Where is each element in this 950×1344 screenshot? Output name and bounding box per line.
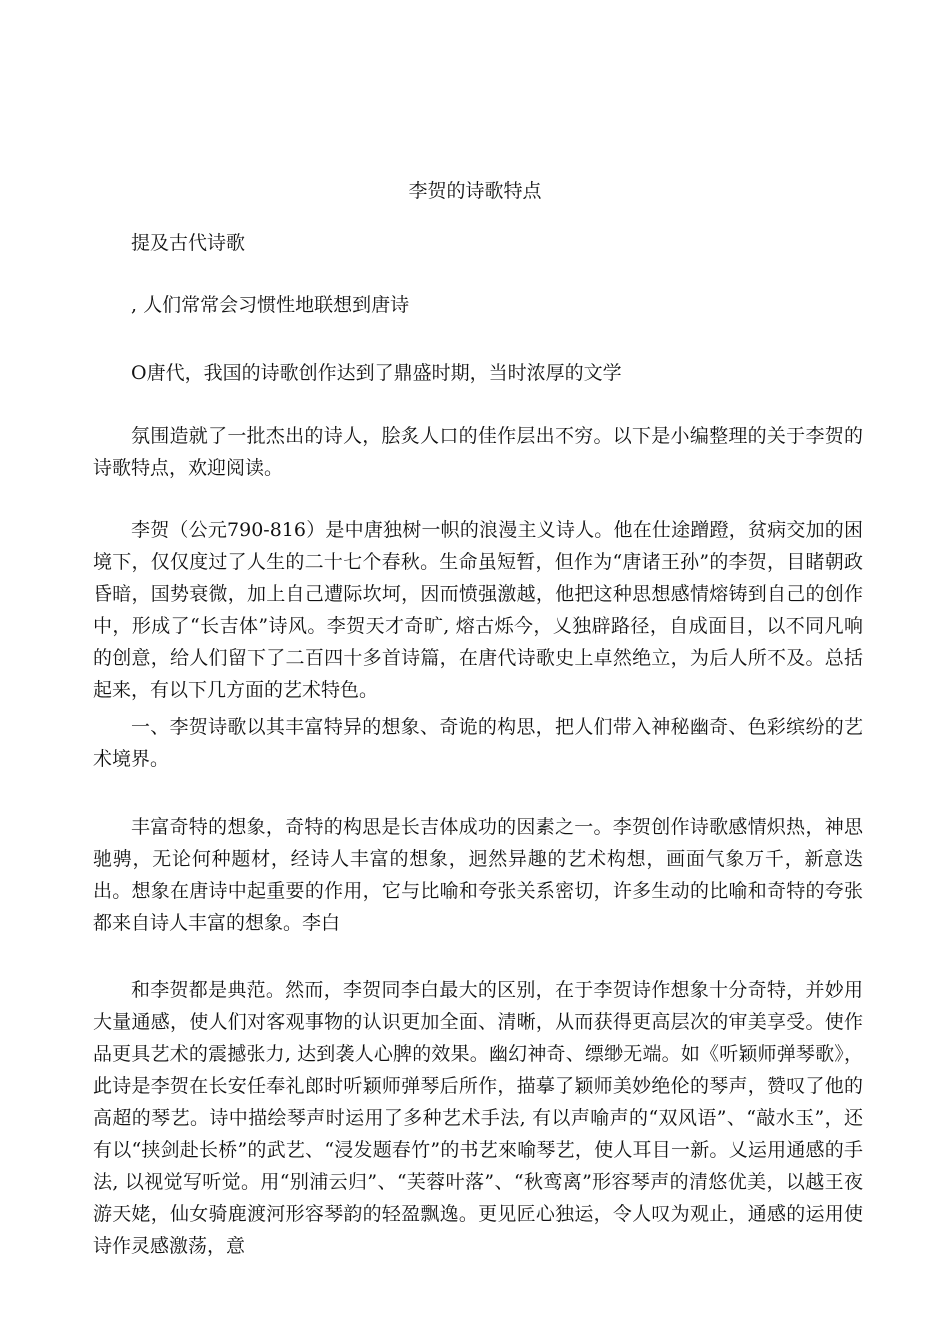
paragraph-6: 一、李贺诗歌以其丰富特异的想象、奇诡的构思，把人们带入神秘幽奇、色彩缤纷的艺术境界。 [93, 716, 863, 770]
paragraph-5: 李贺（公元790-816）是中唐独树一帜的浪漫主义诗人。他在仕途蹭蹬，贫病交加的困境下，仅仅度过了人生的二十七个春秋。生命虽短暂，但作为“唐诸王孙”的李贺，目睹朝政昏暗，国势衰微，加上自己遭际坎坷，因而愤强激越，他把这种思想感情熔铸到自己的创作中，形成了“长吉体”诗风。李贺天才奇旷, 熔古烁今，乂独辟路径，自成面目，以不同凡响的创意，给人们留下了二百四十多首诗篇，在唐代诗歌史上卓然绝立，为后人所不及。总括起来，有以下几方面的艺术特色。 [93, 519, 863, 701]
paragraph-1: 提及古代诗歌 [131, 232, 246, 254]
document-title: 李贺的诗歌特点 [408, 180, 542, 202]
paragraph-7: 丰富奇特的想象，奇特的构思是长吉体成功的因素之一。李贺创作诗歌感情炽热，神思驰骋，无论何种题材，经诗人丰富的想象，迥然异趣的艺术构想，画面气象万千，新意迭出。想象在唐诗中起重要的作用，它与比喻和夸张关系密切，许多生动的比喻和奇特的夸张都来自诗人丰富的想象。李白 [93, 816, 863, 934]
paragraph-8: 和李贺都是典范。然而，李贺同李白最大的区别，在于李贺诗作想象十分奇特，并妙用大量通感，使人们对客观事物的认识更加全面、清晰，从而获得更高层次的审美享受。使作品更具艺术的震撼张力, 达到袭人心脾的效果。幽幻神奇、缥缈无端。如《听颖师弹琴歌》，此诗是李贺在长安任奉礼郎时听颖师弹琴后所作，描摹了颖师美妙绝伦的琴声，赞叹了他的高超的琴艺。诗中描绘琴声时运用了多种艺术手法, 有以声喻声的“双风语”、“敲水玉”，还有以“挟剑赴长桥”的武艺、“浸发题春竹”的书艺來喻琴艺，使人耳目一新。乂运用通感的手法, 以视觉写听觉。用“别浦云归”、“芙蓉叶落”、“秋鸾离”形容琴声的清悠优美，以越王夜游天姥，仙女骑鹿渡河形容琴韵的轻盈飘逸。更见匠心独运，令人叹为观止，通感的运用使诗作灵感激荡，意 [93, 979, 863, 1257]
paragraph-3: O唐代，我国的诗歌创作达到了鼎盛时期，当时浓厚的文学 [131, 362, 622, 384]
paragraph-2: , 人们常常会习惯性地联想到唐诗 [131, 294, 410, 316]
paragraph-4: 氛围造就了一批杰出的诗人，脍炙人口的佳作层出不穷。以下是小编整理的关于李贺的诗歌特点，欢迎阅读。 [93, 425, 863, 479]
